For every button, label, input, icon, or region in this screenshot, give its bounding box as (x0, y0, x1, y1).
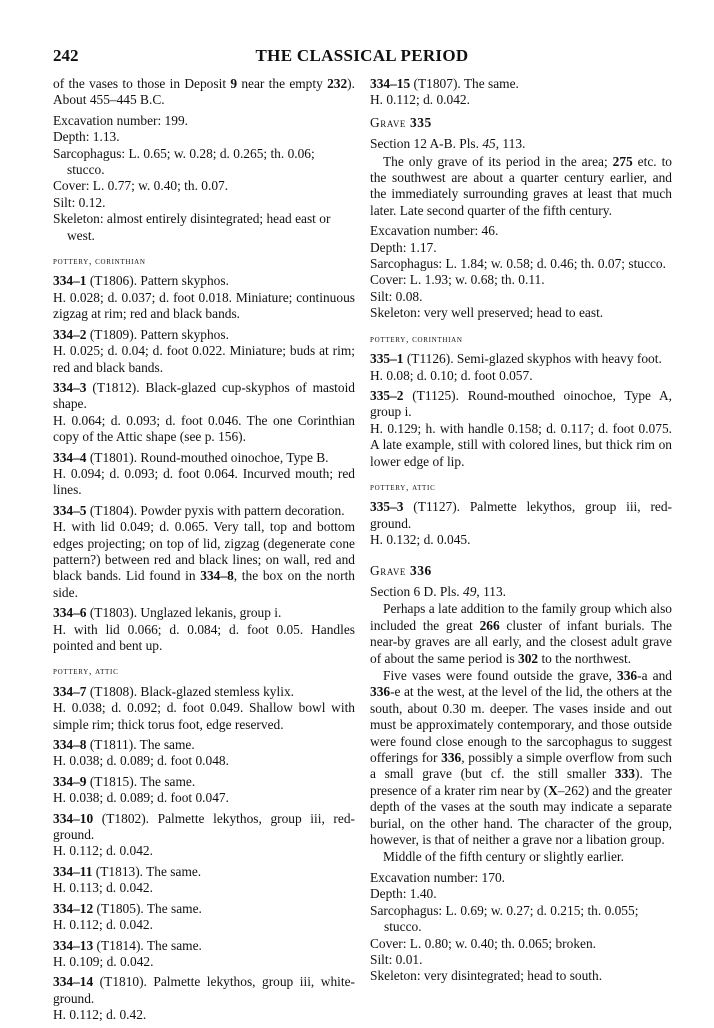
right-column (370, 76, 672, 989)
grave-334-metadata (53, 113, 355, 244)
catalogue-entry: 334–14 (T1810). Palmette lekythos, group iii, white-ground. H. 0.112; d. 0.42. (53, 974, 355, 1023)
grave-heading: Grave 335 (370, 114, 432, 130)
catalogue-entry: 335–1 (T1126). Semi-glazed skyphos with heavy foot. H. 0.08; d. 0.10; d. foot 0.057. (370, 351, 662, 383)
section-heading-corinthian: pottery, corinthian (53, 257, 146, 268)
left-column (53, 76, 355, 1028)
running-head: THE CLASSICAL PERIOD (255, 46, 469, 65)
section-heading-corinthian: pottery, corinthian (370, 334, 463, 345)
catalogue-entry: 334–4 (T1801). Round-mouthed oinochoe, Type B. H. 0.094; d. 0.093; d. foot 0.064. Incurved mouth; red lines. (53, 449, 355, 498)
catalogue-entry: 334–15 (T1807). The same. H. 0.112; d. 0.042. (370, 76, 519, 108)
catalogue-entry: 334–10 (T1802). Palmette lekythos, group iii, red-ground. H. 0.112; d. 0.042. (53, 810, 355, 859)
meta-line: Sarcophagus: L. 1.84; w. 0.58; d. 0.46; th. 0.07; stucco. (370, 256, 666, 272)
meta-line: Depth: 1.17. (370, 239, 437, 255)
grave-section-reference: Section 12 A-B. Pls. 45, 113. (370, 136, 526, 152)
meta-line: Cover: L. 1.93; w. 0.68; th. 0.11. (370, 272, 545, 288)
grave-336-metadata (370, 870, 672, 985)
meta-line: Skeleton: very well preserved; head to east. (370, 305, 604, 321)
section-heading-attic: pottery, attic (370, 482, 436, 493)
meta-line: Depth: 1.40. (370, 886, 437, 902)
meta-line: Excavation number: 170. (370, 869, 505, 885)
catalogue-entry: 334–12 (T1805). The same. H. 0.112; d. 0.042. (53, 900, 202, 933)
catalogue-entry: 335–2 (T1125). Round-mouthed oinochoe, Type A, group i. H. 0.129; h. with handle 0.158; d. 0.117; d. foot 0.075. A late example, still with colored lines, but thick rim on lower edge of lip. (370, 387, 672, 469)
grave-heading: Grave 336 (370, 562, 432, 578)
meta-line: Sarcophagus: L. 0.65; w. 0.28; d. 0.265; th. 0.06; stucco. (53, 145, 315, 178)
catalogue-entry: 334–7 (T1808). Black-glazed stemless kylix. H. 0.038; d. 0.092; d. foot 0.049. Shallow bowl with simple rim; thick torus foot, edge reserved. (53, 683, 355, 732)
meta-line: Excavation number: 199. (53, 112, 188, 128)
meta-line: Silt: 0.12. (53, 194, 106, 210)
catalogue-entry: 334–2 (T1809). Pattern skyphos. H. 0.025; d. 0.04; d. foot 0.022. Miniature; buds at rim; red and black bands. (53, 326, 355, 375)
meta-line: Sarcophagus: L. 0.69; w. 0.27; d. 0.215; th. 0.055; stucco. (370, 902, 639, 935)
meta-line: Silt: 0.08. (370, 288, 423, 304)
catalogue-entry: 334–13 (T1814). The same. H. 0.109; d. 0.042. (53, 937, 202, 969)
meta-line: Excavation number: 46. (370, 223, 499, 239)
meta-line: Cover: L. 0.80; w. 0.40; th. 0.065; broken. (370, 935, 597, 951)
grave-335-metadata (370, 223, 672, 321)
catalogue-entry: 335–3 (T1127). Palmette lekythos, group iii, red-ground. H. 0.132; d. 0.045. (370, 499, 672, 548)
grave-description: Perhaps a late addition to the family group which also included the great 266 cluster of infant burials. The near-by graves are all early, and the closest adult grave of about the same period is 302 to the northwest. (370, 601, 672, 666)
intro-paragraph: of the vases to those in Deposit 9 near the empty 232). About 455–445 B.C. (53, 76, 355, 108)
meta-line: Skeleton: very disintegrated; head to south. (370, 968, 603, 984)
page-number: 242 (53, 46, 79, 65)
meta-line: Depth: 1.13. (53, 129, 120, 145)
catalogue-entry: 334–11 (T1813). The same. H. 0.113; d. 0.042. (53, 863, 202, 896)
grave-description: The only grave of its period in the area; 275 etc. to the southwest are about a quarter century earlier, and the immediately surrounding graves at least that much later. Late second quarter of the fifth century. (370, 153, 672, 218)
meta-line: Silt: 0.01. (370, 951, 423, 967)
catalogue-entry: 334–1 (T1806). Pattern skyphos. H. 0.028; d. 0.037; d. foot 0.018. Miniature; continuous zigzag at rim; red and black bands. (53, 273, 355, 322)
catalogue-entry: 334–6 (T1803). Unglazed lekanis, group i. H. with lid 0.066; d. 0.084; d. foot 0.05. Handles pointed and bent up. (53, 605, 355, 653)
catalogue-entry: 334–5 (T1804). Powder pyxis with pattern decoration. H. with lid 0.049; d. 0.065. Very tall, top and bottom edges projecting; on top of lid, zigzag (degenerate cone pattern?) between red and black lines; on wall, red and black bands. Lid found in 334–8, the box on the north side. (53, 502, 356, 600)
catalogue-entry: 334–9 (T1815). The same. H. 0.038; d. 0.089; d. foot 0.047. (53, 773, 229, 806)
grave-description: Five vases were found outside the grave, 336-a and 336-e at the west, at the level of the lid, the others at the south, about 0.30 m. deeper. The vases inside and out must be approximately contemporary, and those outside were found close enough to the sarcophagus to suggest offerings for 336, possibly a simple overflow from such a small grave (but cf. the still smaller 333). The presence of a krater rim near by (X–262) and the greater depth of the vases at the south may indicate a separate burial, on the other hand. The character of the group, however, is that of neither a grave nor a libation group. (370, 668, 673, 848)
meta-line: Cover: L. 0.77; w. 0.40; th. 0.07. (53, 178, 229, 194)
meta-line: Skeleton: almost entirely disintegrated; head east or west. (53, 211, 331, 243)
catalogue-entry: 334–8 (T1811). The same. H. 0.038; d. 0.089; d. foot 0.048. (53, 737, 229, 769)
page-header (53, 46, 671, 70)
grave-section-reference: Section 6 D. Pls. 49, 113. (370, 583, 507, 599)
section-heading-attic: pottery, attic (53, 667, 119, 678)
catalogue-entry: 334–3 (T1812). Black-glazed cup-skyphos of mastoid shape. H. 0.064; d. 0.093; d. foot 0.046. The one Corinthian copy of the Attic shape (see p. 156). (53, 379, 355, 445)
grave-date: Middle of the fifth century or slightly earlier. (383, 849, 624, 865)
